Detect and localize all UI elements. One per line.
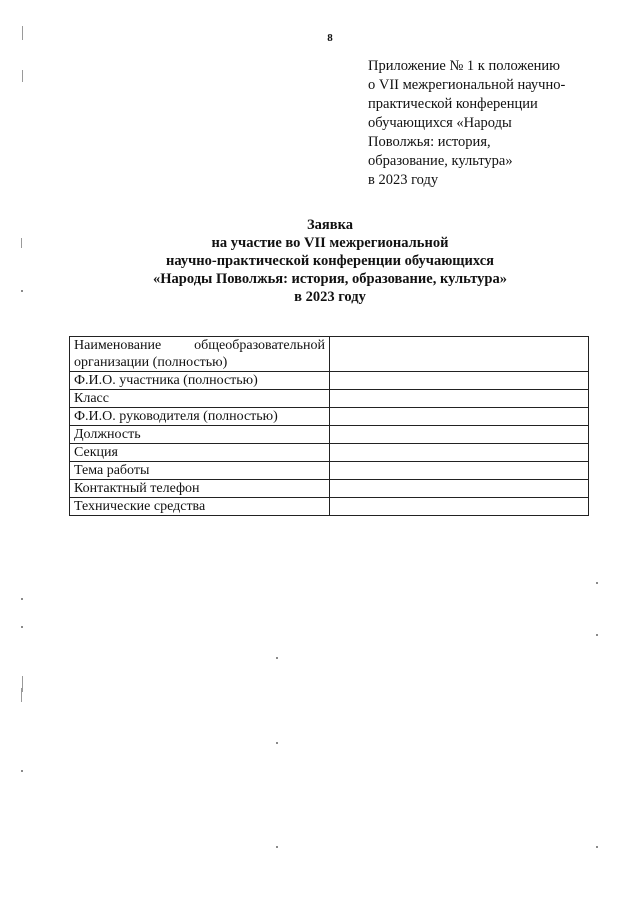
appendix-line: Поволжья: история,	[368, 134, 491, 150]
table-row	[70, 444, 589, 462]
scan-mark	[21, 688, 22, 702]
field-value-participant[interactable]	[330, 372, 589, 390]
scan-dot	[596, 582, 598, 584]
appendix-note	[368, 57, 598, 190]
title-line: «Народы Поволжья: история, образование, культура»	[153, 271, 507, 287]
scan-mark	[22, 26, 23, 40]
scan-mark	[22, 70, 23, 82]
title-line: в 2023 году	[294, 289, 366, 305]
page-number: 8	[327, 32, 333, 44]
table-row	[70, 480, 589, 498]
table-row	[70, 390, 589, 408]
scan-mark	[21, 238, 22, 248]
scan-dot	[21, 598, 23, 600]
scan-dot	[276, 657, 278, 659]
scan-dot	[276, 846, 278, 848]
field-value-organization[interactable]	[330, 337, 589, 372]
field-label-topic: Тема работы	[70, 462, 330, 480]
field-label-equipment: Технические средства	[70, 498, 330, 516]
appendix-line: в 2023 году	[368, 172, 439, 188]
appendix-line: обучающихся «Народы	[368, 115, 512, 131]
table-row	[70, 337, 589, 372]
field-value-supervisor[interactable]	[330, 408, 589, 426]
title-line: научно-практической конференции обучающихся	[165, 253, 495, 269]
field-label-participant: Ф.И.О. участника (полностью)	[70, 372, 330, 390]
table-row	[70, 498, 589, 516]
application-title	[0, 216, 640, 306]
table-row	[70, 408, 589, 426]
field-label-phone: Контактный телефон	[70, 480, 330, 498]
scan-dot	[21, 290, 23, 292]
title-line: Заявка	[307, 217, 353, 233]
appendix-line: о VII межрегиональной научно-	[368, 77, 566, 93]
field-value-position[interactable]	[330, 426, 589, 444]
table-row	[70, 462, 589, 480]
scan-dot	[21, 626, 23, 628]
field-value-class[interactable]	[330, 390, 589, 408]
scan-dot	[21, 770, 23, 772]
table-row	[70, 372, 589, 390]
field-label-class: Класс	[70, 390, 330, 408]
scan-dot	[276, 742, 278, 744]
scan-dot	[596, 634, 598, 636]
field-value-equipment[interactable]	[330, 498, 589, 516]
field-label-position: Должность	[70, 426, 330, 444]
appendix-line: Приложение № 1 к положению	[368, 58, 561, 74]
table-row	[70, 426, 589, 444]
title-line: на участие во VII межрегиональной	[211, 235, 449, 251]
scan-mark	[22, 676, 23, 692]
scan-dot	[596, 846, 598, 848]
application-form-table	[69, 336, 589, 516]
field-label-organization: Наименование общеобразовательной организации (полностью)	[70, 337, 330, 372]
field-label-supervisor: Ф.И.О. руководителя (полностью)	[70, 408, 330, 426]
field-value-topic[interactable]	[330, 462, 589, 480]
field-value-section[interactable]	[330, 444, 589, 462]
appendix-line: практической конференции	[368, 96, 538, 112]
appendix-line: образование, культура»	[368, 153, 513, 169]
field-label-section: Секция	[70, 444, 330, 462]
field-value-phone[interactable]	[330, 480, 589, 498]
